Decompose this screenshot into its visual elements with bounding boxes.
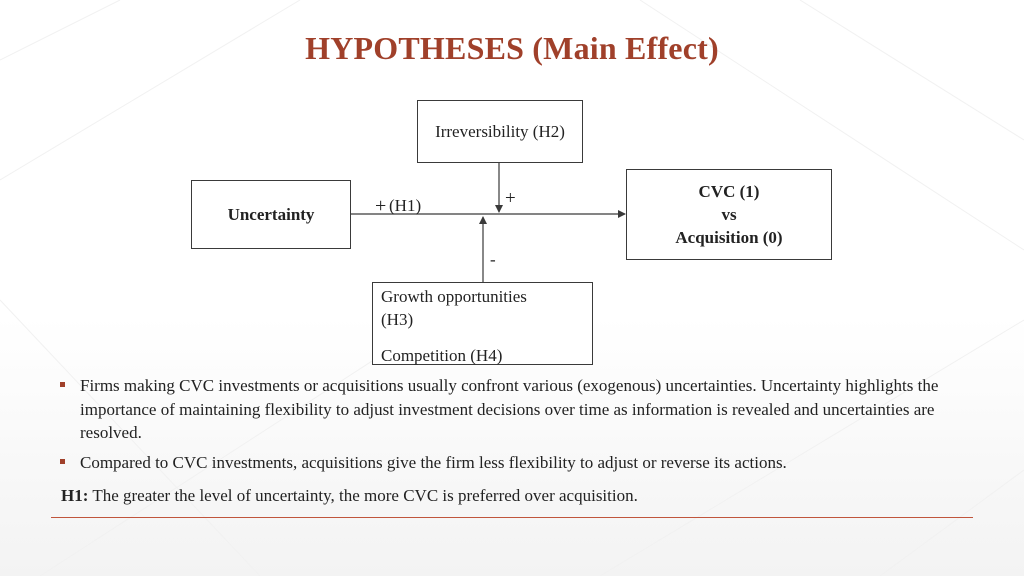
- divider-line: [51, 517, 973, 518]
- bullet-item: [60, 374, 960, 445]
- acquisition-label: Acquisition (0): [675, 228, 783, 247]
- bullet-text: Firms making CVC investments or acquisitions usually confront various (exogenous) uncertainties. Uncertainty highlights the importance of maintaining flexibility to adjust investment decisions over time as information is revealed and uncertainties are resolved.: [80, 376, 939, 442]
- h3-sign: -: [490, 250, 496, 269]
- cvc-vs-acquisition-box: [626, 169, 832, 260]
- vs-label: vs: [721, 205, 737, 224]
- uncertainty-box: [191, 180, 351, 249]
- h1-label: (H1): [389, 196, 422, 215]
- bullet-item: [60, 451, 960, 475]
- bullet-list: [60, 374, 960, 480]
- uncertainty-label: Uncertainty: [227, 204, 315, 224]
- hypothesis-statement: [61, 486, 961, 506]
- bullet-square-icon: [60, 382, 65, 387]
- hypothesis-text: The greater the level of uncertainty, the more CVC is preferred over acquisition.: [88, 486, 638, 505]
- irreversibility-box: [417, 100, 583, 163]
- hypothesis-label: H1:: [61, 486, 89, 505]
- competition-label: Competition (H4): [381, 346, 503, 365]
- cvc-label: CVC (1): [698, 182, 760, 201]
- bullet-text: Compared to CVC investments, acquisitions give the firm less flexibility to adjust or reverse its actions.: [80, 452, 787, 472]
- growth-hyp-label: (H3): [381, 310, 414, 329]
- bullet-square-icon: [60, 459, 65, 464]
- h2-sign: +: [505, 188, 516, 209]
- irreversibility-label: Irreversibility (H2): [435, 121, 565, 141]
- h1-sign: +: [375, 195, 387, 217]
- page-title: HYPOTHESES (Main Effect): [305, 30, 719, 66]
- growth-label: Growth opportunities: [381, 287, 527, 306]
- moderators-box: [372, 282, 593, 365]
